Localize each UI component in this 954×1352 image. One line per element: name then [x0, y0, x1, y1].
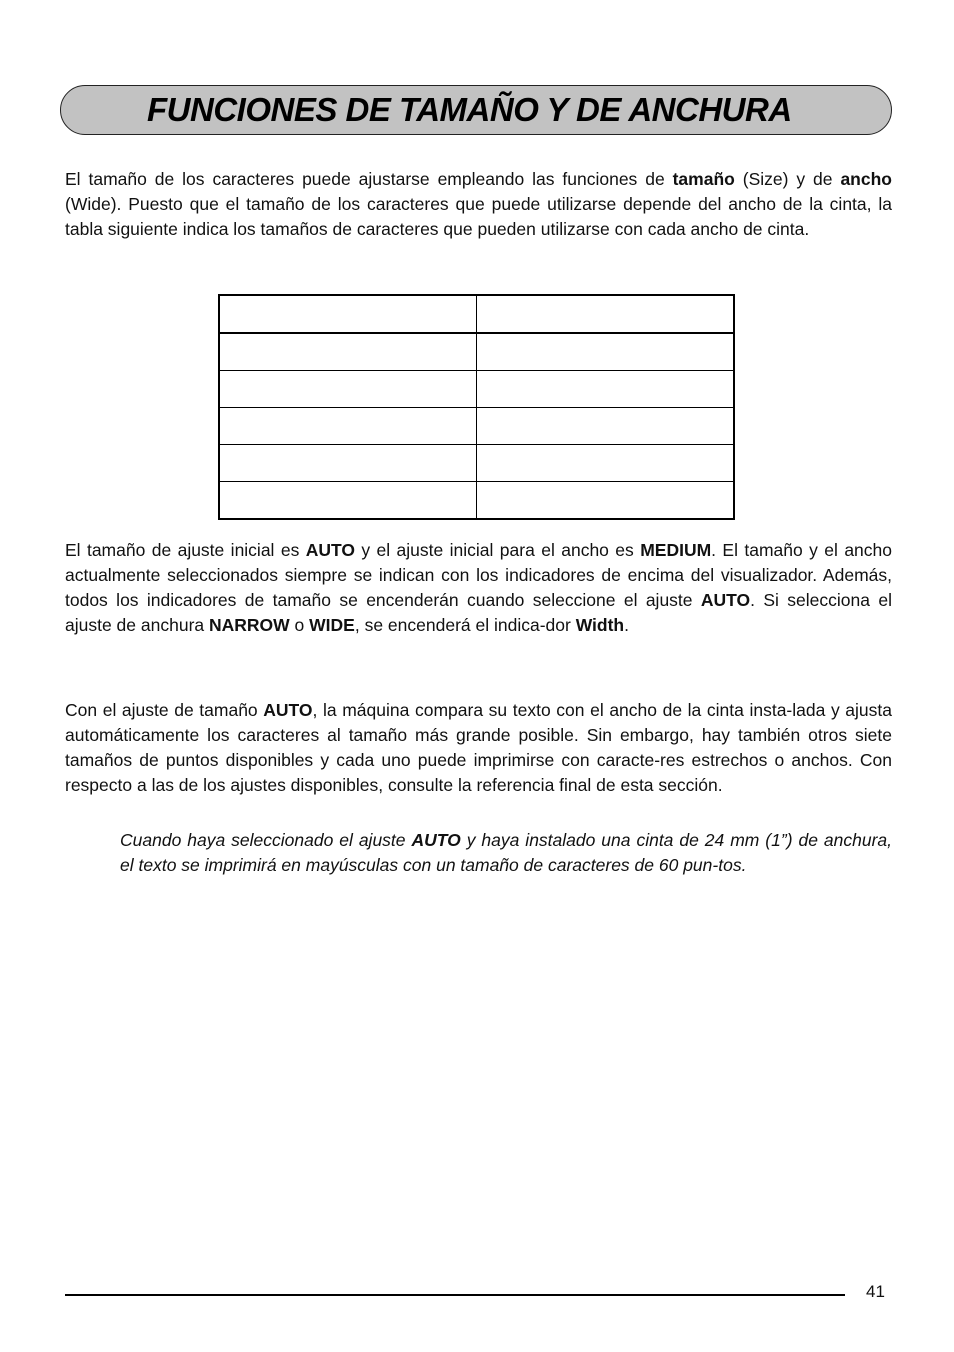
note-paragraph — [120, 828, 892, 878]
table-cell — [477, 371, 735, 408]
table-header-row — [219, 295, 734, 333]
table-cell — [219, 295, 477, 333]
table-cell — [477, 295, 735, 333]
intro-text-3: (Wide). Puesto que el tamaño de los caracteres que puede utilizarse depende del ancho de la cinta, la tabla siguiente indica los tamaños de caracteres que pueden utilizarse con cada ancho de cinta. — [65, 194, 892, 239]
intro-text-2: (Size) y de — [734, 169, 841, 189]
defaults-text-6: , se encenderá el indica-dor — [354, 615, 576, 635]
intro-text-1: El tamaño de los caracteres puede ajustarse empleando las funciones de — [65, 169, 673, 189]
table-cell — [219, 482, 477, 520]
defaults-text-4: . Si selecciona el ajuste de anchura — [65, 590, 892, 635]
auto-bold-auto: AUTO — [263, 700, 313, 720]
defaults-bold-medium: MEDIUM — [640, 540, 712, 560]
title-band — [60, 85, 892, 135]
defaults-bold-width: Width — [575, 615, 625, 635]
auto-text-2: , la máquina compara su texto con el ancho de la cinta insta-lada y ajusta automáticamente los caracteres al tamaño más grande posible. Sin embargo, hay también otros siete tamaños de puntos disponibles y cada uno puede imprimirse con caracte-res estrechos o anchos. Con respecto a las de los ajustes disponibles, consulte la referencia final de esta sección. — [65, 700, 892, 795]
table-cell — [219, 445, 477, 482]
defaults-bold-narrow: NARROW — [209, 615, 290, 635]
table-row — [219, 445, 734, 482]
defaults-text-3: . El tamaño y el ancho actualmente seleccionados siempre se indican con los indicadores de encima del visualizador. Además, todos los indicadores de tamaño se encenderán cuando seleccione el ajuste — [65, 540, 892, 610]
note-bold-auto: AUTO — [411, 830, 461, 850]
page-number: 41 — [866, 1282, 885, 1301]
auto-paragraph — [65, 698, 892, 798]
size-table — [218, 294, 735, 520]
defaults-paragraph — [65, 538, 892, 638]
auto-text-1: Con el ajuste de tamaño — [65, 700, 264, 720]
table-row — [219, 333, 734, 371]
footer-rule — [65, 1294, 845, 1296]
intro-bold-size: tamaño — [672, 169, 735, 189]
intro-paragraph — [65, 167, 892, 242]
defaults-text-5: o — [289, 615, 310, 635]
defaults-text-7: . — [624, 615, 629, 635]
table-cell — [477, 408, 735, 445]
defaults-text-1: El tamaño de ajuste inicial es — [65, 540, 306, 560]
table-row — [219, 482, 734, 520]
intro-bold-width: ancho — [840, 169, 892, 189]
defaults-bold-auto: AUTO — [305, 540, 355, 560]
defaults-bold-auto-2: AUTO — [700, 590, 751, 610]
table-cell — [477, 482, 735, 520]
table-row — [219, 371, 734, 408]
defaults-text-2: y el ajuste inicial para el ancho es — [354, 540, 641, 560]
table-cell — [219, 371, 477, 408]
page-title: FUNCIONES DE TAMAÑO Y DE ANCHURA — [147, 91, 792, 128]
table-cell — [477, 333, 735, 371]
table-cell — [219, 333, 477, 371]
note-text-1: Cuando haya seleccionado el ajuste — [120, 830, 412, 850]
table-cell — [219, 408, 477, 445]
defaults-bold-wide: WIDE — [309, 615, 355, 635]
table-cell — [477, 445, 735, 482]
note-text-2: y haya instalado una cinta de 24 mm (1”) de anchura, el texto se imprimirá en mayúsculas con un tamaño de caracteres de 60 pun-tos. — [120, 830, 892, 875]
table-row — [219, 408, 734, 445]
